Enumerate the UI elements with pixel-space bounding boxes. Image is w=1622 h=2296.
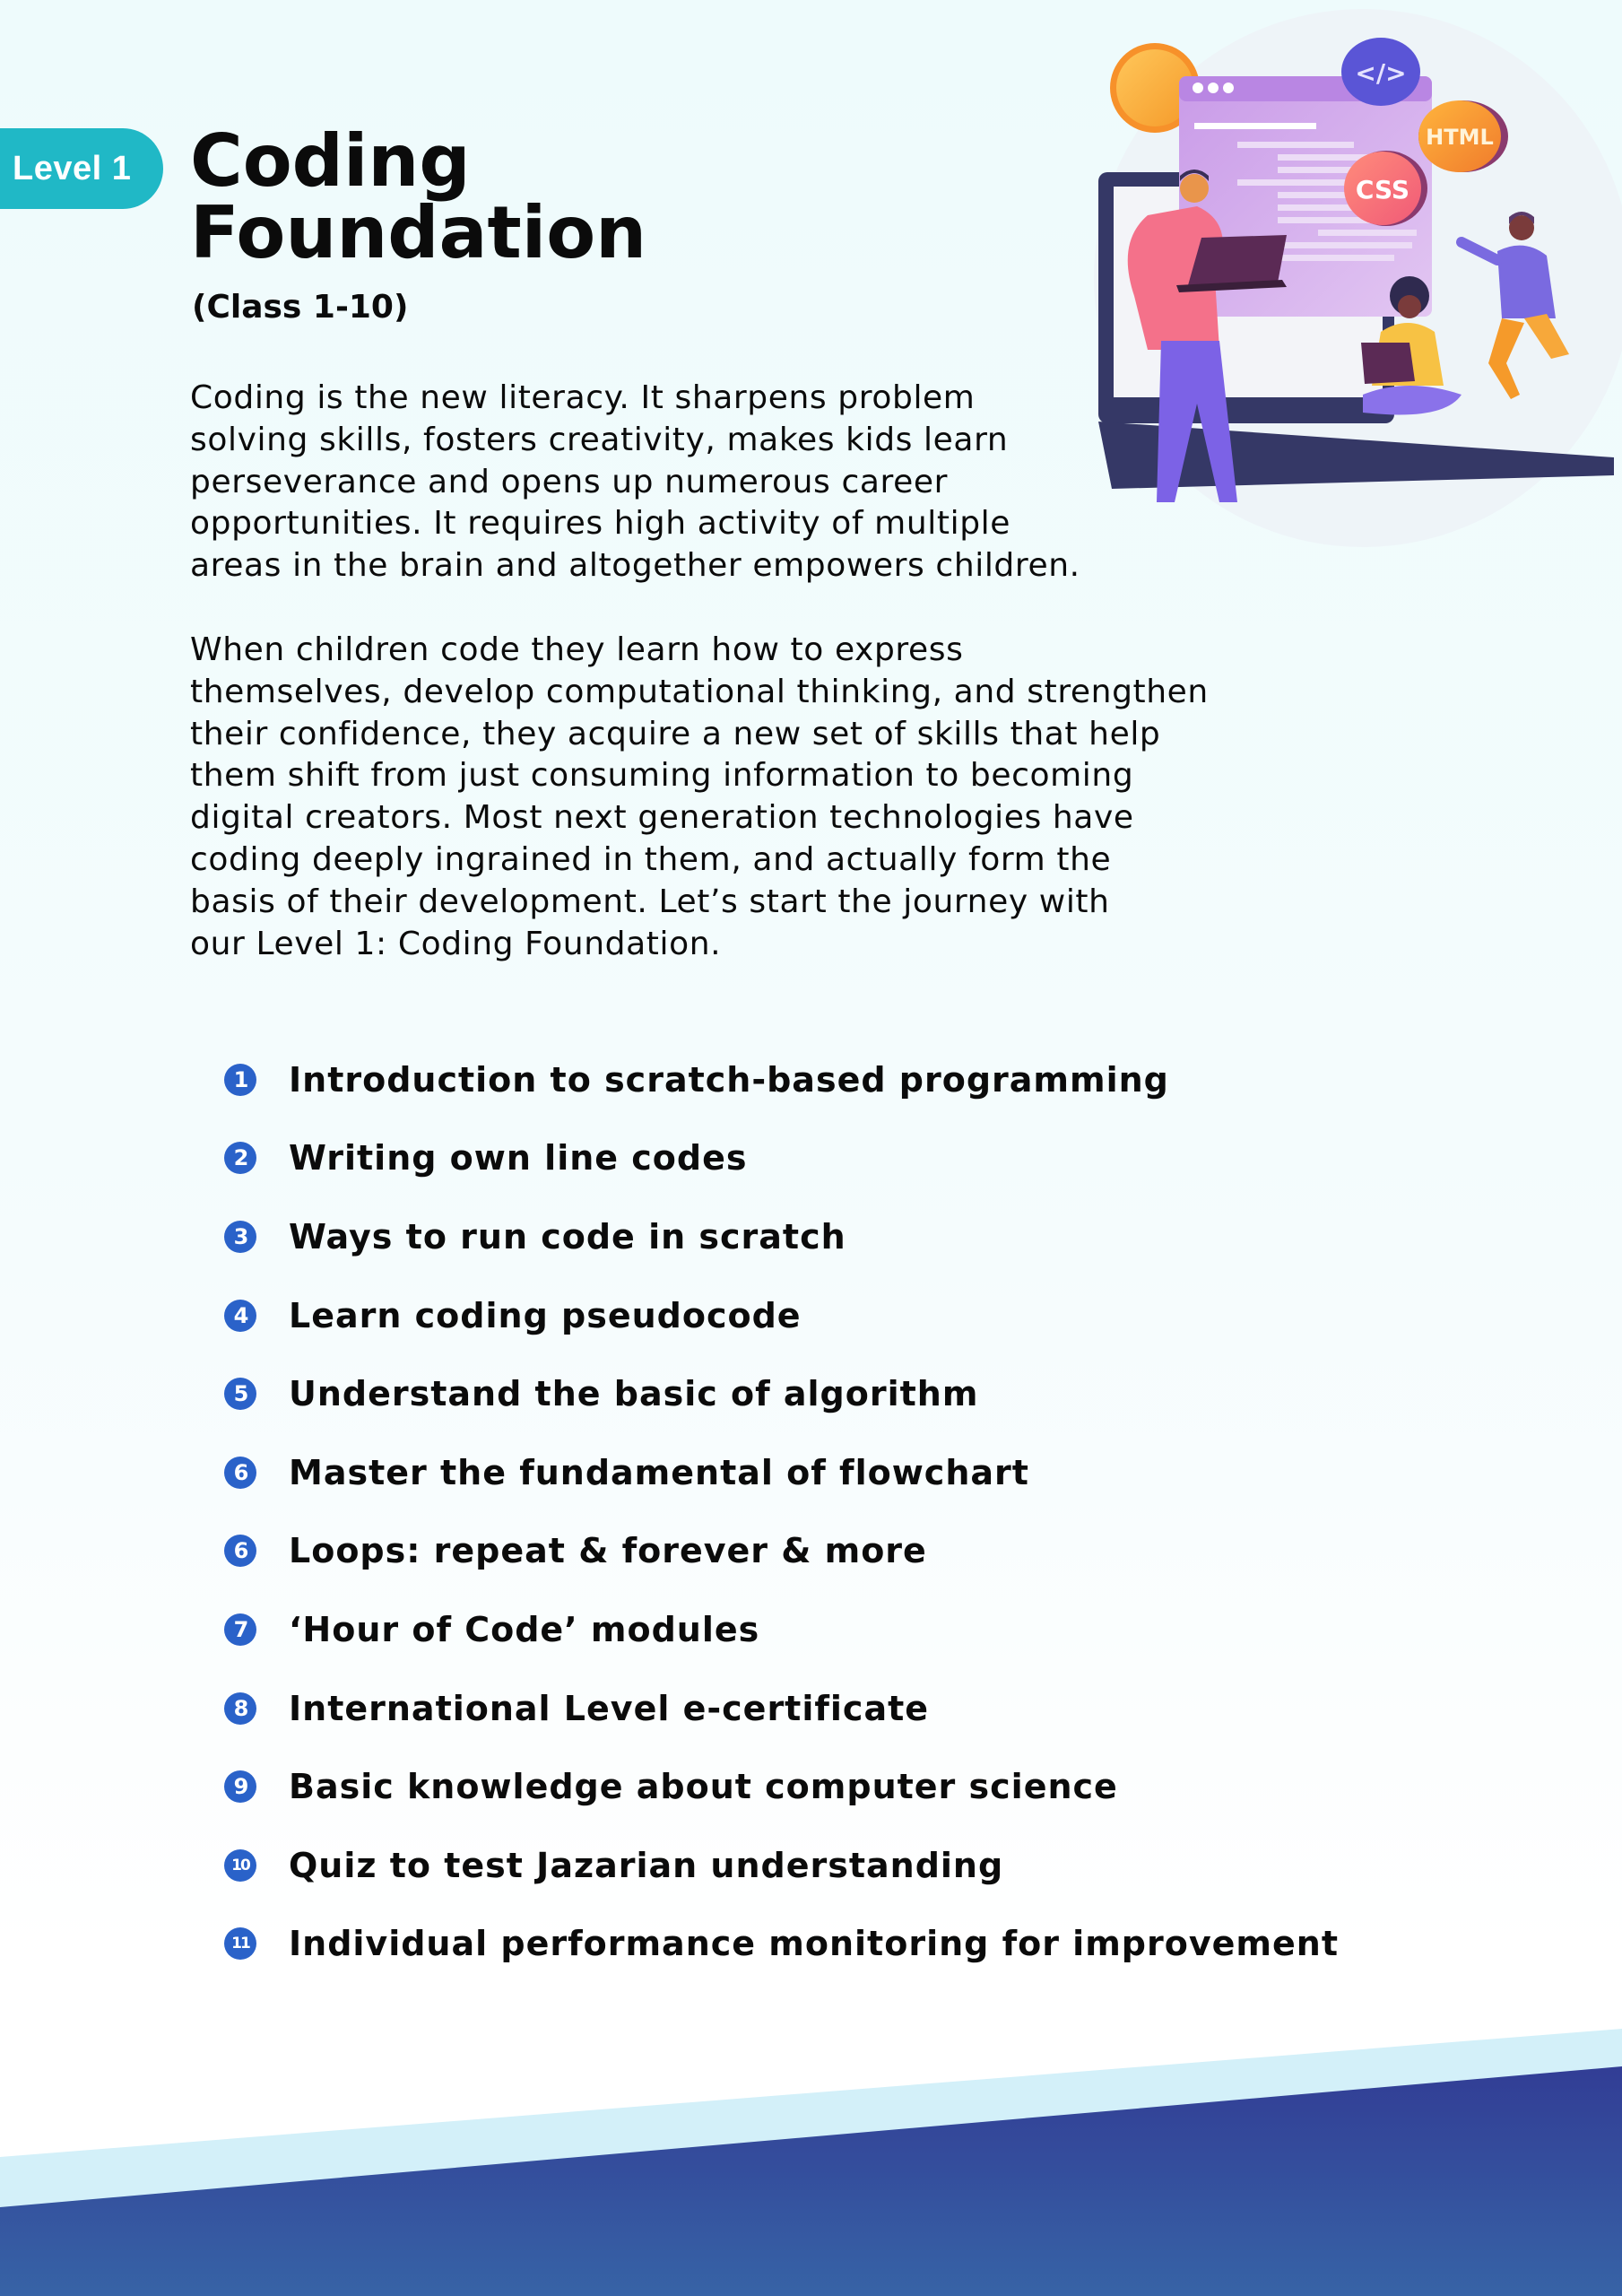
paragraph-line: areas in the brain and altogether empowers children.	[190, 547, 1080, 585]
number-badge-icon: 11	[224, 1927, 256, 1960]
css-bubble	[1344, 151, 1427, 226]
number-badge-icon: 4	[224, 1300, 256, 1332]
paragraph-line: perseverance and opens up numerous career	[190, 463, 949, 500]
curriculum-item-text: Understand the basic of algorithm	[289, 1374, 979, 1414]
curriculum-item	[224, 1433, 1339, 1512]
curriculum-item-text: International Level e-certificate	[289, 1688, 930, 1728]
footer-decoration	[0, 2000, 1622, 2296]
curriculum-item-text: Master the fundamental of flowchart	[289, 1452, 1029, 1492]
paragraph-line: their confidence, they acquire a new set of skills that help	[190, 715, 1161, 752]
number-badge-icon: 8	[224, 1692, 256, 1725]
paragraph-line: Coding is the new literacy. It sharpens problem	[190, 379, 976, 416]
curriculum-item	[224, 1590, 1339, 1669]
number-badge-icon: 2	[224, 1142, 256, 1174]
code-tag-bubble	[1341, 38, 1420, 106]
curriculum-item	[224, 1119, 1339, 1198]
curriculum-item	[224, 1669, 1339, 1748]
number-badge-icon: 1	[224, 1064, 256, 1096]
paragraph-line: our Level 1: Coding Foundation.	[190, 925, 722, 962]
curriculum-item-text: Ways to run code in scratch	[289, 1216, 846, 1257]
number-badge-icon: 6	[224, 1457, 256, 1489]
curriculum-item-text: Quiz to test Jazarian understanding	[289, 1845, 1004, 1885]
number-badge-icon: 5	[224, 1378, 256, 1410]
intro-paragraph-2	[190, 630, 1209, 965]
curriculum-item	[224, 1512, 1339, 1591]
css-label: CSS	[1355, 175, 1410, 204]
paragraph-line: basis of their development. Let’s start the journey with	[190, 883, 1110, 920]
html-bubble	[1418, 100, 1508, 172]
curriculum-item	[224, 1197, 1339, 1276]
curriculum-item-text: Introduction to scratch-based programming	[289, 1059, 1169, 1100]
level-badge-label: Level 1	[13, 149, 132, 187]
number-badge-icon: 3	[224, 1221, 256, 1253]
curriculum-list	[224, 1040, 1339, 1983]
paragraph-line: themselves, develop computational thinking, and strengthen	[190, 673, 1209, 710]
curriculum-item	[224, 1826, 1339, 1905]
curriculum-item-text: Individual performance monitoring for improvement	[289, 1924, 1339, 1964]
paragraph-line: When children code they learn how to express	[190, 631, 964, 668]
curriculum-item-text: Learn coding pseudocode	[289, 1295, 802, 1335]
coding-illustration	[1076, 0, 1622, 556]
paragraph-line: digital creators. Most next generation technologies have	[190, 799, 1134, 837]
html-label: HTML	[1426, 125, 1494, 150]
class-range: (Class 1-10)	[192, 289, 409, 326]
curriculum-item	[224, 1354, 1339, 1433]
number-badge-icon: 9	[224, 1770, 256, 1803]
paragraph-line: solving skills, fosters creativity, makes kids learn	[190, 421, 1009, 458]
page-title	[190, 119, 647, 274]
intro-paragraph-1	[190, 378, 1080, 587]
paragraph-line: them shift from just consuming information to becoming	[190, 757, 1134, 795]
curriculum-item-text: Writing own line codes	[289, 1138, 748, 1178]
number-badge-icon: 10	[224, 1849, 256, 1882]
paragraph-line: coding deeply ingrained in them, and actually form the	[190, 840, 1112, 878]
curriculum-item-text: ‘Hour of Code’ modules	[289, 1609, 760, 1649]
title-line-2: Foundation	[190, 191, 647, 274]
curriculum-item-text: Loops: repeat & forever & more	[289, 1531, 927, 1571]
curriculum-item	[224, 1747, 1339, 1826]
curriculum-item-text: Basic knowledge about computer science	[289, 1767, 1118, 1807]
curriculum-item	[224, 1276, 1339, 1355]
number-badge-icon: 7	[224, 1613, 256, 1646]
level-badge	[0, 128, 163, 209]
number-badge-icon: 6	[224, 1535, 256, 1567]
title-line-1: Coding	[190, 119, 471, 203]
curriculum-item	[224, 1040, 1339, 1119]
code-tag-label: </>	[1355, 58, 1407, 88]
curriculum-item	[224, 1905, 1339, 1984]
paragraph-line: opportunities. It requires high activity of multiple	[190, 505, 1010, 543]
